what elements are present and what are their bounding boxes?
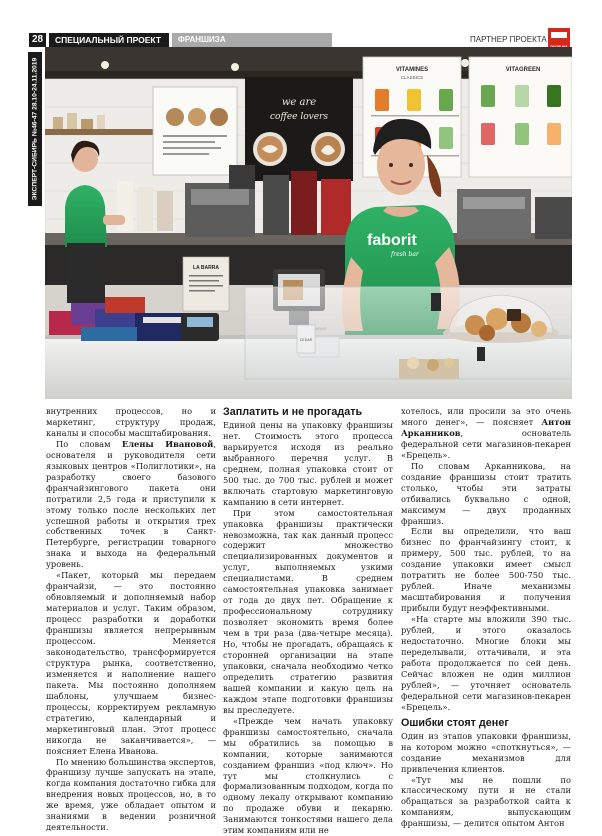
paragraph: «Пакет, который мы передаем франчайзи, — это постоянно обновляемый и дополняемый набор материалов и услуг. Таким образом, процесс разработки и доработки франшизы является непрерывным процессом. Меняется законодательство, трансформируется структура рынка, соответственно, изменяется и наполнение нашего пакета. Мы постоянно дополняем шаблоны, улучшаем бизнес-процессы, корректируем рекламную стратегию, календарный и маркетинговый план. Этот процесс никогда не заканчивается», — поясняет Елена Иванова. bbox=[46, 570, 216, 756]
article-column-3 bbox=[401, 406, 571, 829]
paragraph: Один из этапов упаковки франшизы, на котором можно «споткнуться», — создание механизмов для привлечения клиентов. bbox=[401, 730, 571, 774]
section-label: СПЕЦИАЛЬНЫЙ ПРОЕКТ bbox=[49, 33, 169, 47]
paragraph bbox=[401, 406, 571, 461]
section-heading: Ошибки стоят денег bbox=[401, 716, 509, 729]
article-column-2 bbox=[223, 406, 393, 836]
cup-text: CEDAR bbox=[299, 338, 313, 342]
paragraph: внутренних процессов, но и маркетинг, структуру продаж, каналы и способы масштабирования. bbox=[46, 406, 216, 438]
text-run: , основатель федеральной сети магазинов-пекарен «Брецель». bbox=[401, 427, 571, 460]
shirt-brand: faborit bbox=[367, 232, 417, 249]
menu-sub-1: CLASSICS bbox=[400, 75, 424, 80]
partner-logo-bar bbox=[551, 32, 567, 38]
article-column-1 bbox=[46, 406, 216, 833]
board-text-1: we are bbox=[281, 97, 317, 108]
menu-board-coffee bbox=[245, 77, 353, 181]
issue-sidebar bbox=[28, 52, 42, 206]
page-number: 28 bbox=[29, 33, 46, 47]
paragraph: При этом самостоятельная упаковка франшизы практически невозможна, так как данный процесс содержит множество специализированных документов и услуг, выполняемых узкими специалистами. В среднем самостоятельная упаковка занимает от года до двух лет. Обращение к профессиональному сотруднику позволяет экономить время более чем в три раза (два-четыре месяца). Но, чтобы не прогадать, обращаясь к сторонней организации на этапе упаковки, сначала необходимо четко определить стратегию развития вашей компании и какую цель на каждом этапе подготовки франшизы вы преследуете. bbox=[223, 507, 393, 715]
menu-title-2: VITAGREEN bbox=[505, 67, 541, 73]
section-heading: Заплатить и не прогадать bbox=[223, 406, 363, 418]
person-name: Елены Ивановой bbox=[121, 438, 214, 449]
menu-card-text: LA BARRA bbox=[193, 265, 219, 271]
shirt-sub: fresh bar bbox=[391, 251, 419, 258]
text-run: По словам bbox=[56, 438, 122, 449]
paragraph: Если вы определили, что ваш бизнес по франчайзингу стоит, к примеру, 500 тыс. рублей, то на создание упаковки имеет смысл потратить не более 500-750 тыс. рублей. Иначе механизмы масштабирования и получения прибыли будут неэффективными. bbox=[401, 526, 571, 614]
paragraph: Единой цены на упаковку франшизы нет. Стоимость этого процесса варьируется исходя из реально выбранного перечня услуг. В среднем, полная упаковка стоит от 500 тыс. до 700 тыс. рублей и может включать стартовую маркетинговую кампанию в сети интернет. bbox=[223, 420, 393, 507]
topic-label: ФРАНШИЗА bbox=[172, 33, 332, 47]
board-text-2: coffee lovers bbox=[270, 112, 328, 122]
card-terminal bbox=[181, 313, 219, 341]
paragraph bbox=[46, 439, 216, 570]
paragraph: «Прежде чем начать упаковку франшизы самостоятельно, сначала мы обратились за помощью в компании, которые занимаются созданием франшиз «под ключ». Но тут мы столкнулись с формализованным подходом, когда по одному лекалу открывают компанию по продаже обуви и пекарню. Занимаются тонкостями нашего дела этим компаниям или не bbox=[223, 715, 393, 836]
article-photo bbox=[45, 47, 572, 399]
menu-board-vitagreen bbox=[469, 57, 572, 177]
paragraph: «На старте мы вложили 390 тыс. рублей, и этого оказалось недостаточно. Многие блоки мы переделывали, оттачивали, и эта работа продолжается по сей день. Сейчас вложен не один миллион рублей», — уточняет основатель федеральной сети магазинов-пекарен «Брецель». bbox=[401, 614, 571, 712]
paragraph: По мнению большинства экспертов, франшизу лучше запускать на этапе, когда компания достаточно гибка для внедрения новых процессов, но, в то же время, уже обладает опытом и знаниями в ведении розничной деятельности. bbox=[46, 756, 216, 833]
paragraph: «Тут мы не пошли по классическому пути и не стали обращаться за разработкой сайта к компаниям, выпускающим франшизы, — делится опытом Антон bbox=[401, 774, 571, 829]
page-header bbox=[0, 33, 602, 47]
menu-board-latte bbox=[153, 87, 237, 175]
person-name: Антон Арканников bbox=[401, 416, 571, 438]
menu-title-1: VITAMINES bbox=[395, 67, 429, 73]
text-run: , основателя и руководителя сети языковых центров «Полиглотики», на разработку своего базового франчайзингового пакета они потратили 2,5 года и приступили к этому только после нескольких лет успешной работы и открытия трех собственных точек в Санкт-Петербурге, регистрации товарного знака и выхода на федеральный уровень. bbox=[46, 438, 216, 570]
issue-info: ЭКСПЕРТ-СИБИРЬ №46-47 28.10-24.11.2019 bbox=[31, 57, 39, 201]
text-run: хотелось, или просили за это очень много денег», — поясняет bbox=[401, 406, 571, 427]
partner-label: ПАРТНЕР ПРОЕКТА bbox=[470, 35, 547, 44]
paragraph: По словам Арканникова, на создание франшизы стоит тратить столько, чтобы эти затраты отбивались буквально с одной, максимум — двух проданных франшиз. bbox=[401, 460, 571, 526]
